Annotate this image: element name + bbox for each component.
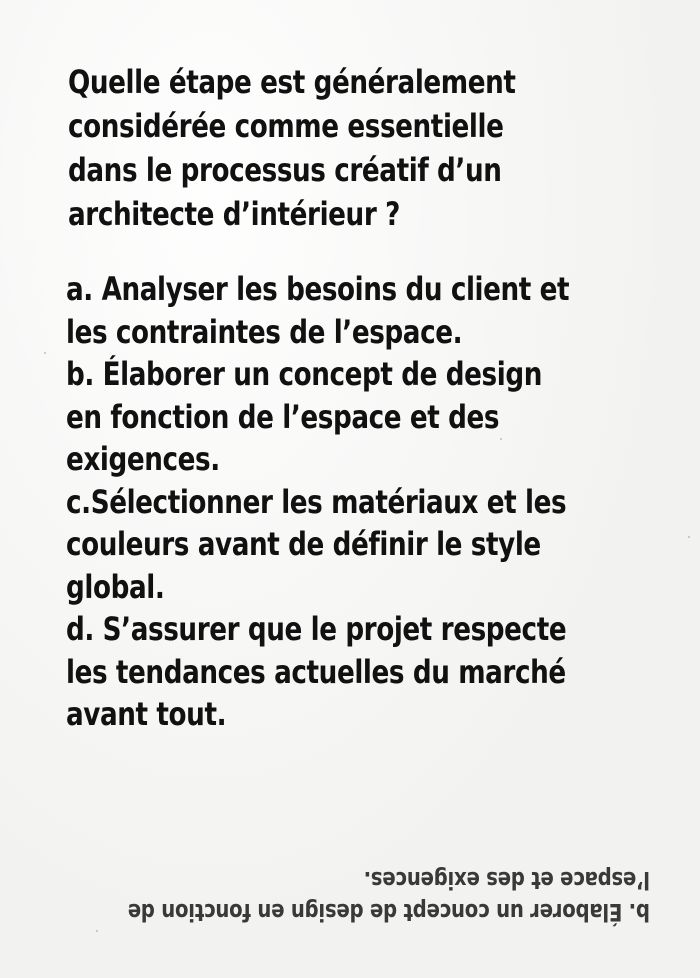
option-line: global. <box>66 567 165 606</box>
option-line: c.Sélectionner les matériaux et les <box>66 482 567 521</box>
option-line: d. S’assurer que le projet respecte <box>66 610 567 648</box>
option-a <box>66 268 640 353</box>
question-line: Quelle étape est généralement <box>68 63 516 101</box>
paper-speck <box>44 352 46 354</box>
question-line: dans le processus créatif d’un <box>68 151 502 189</box>
paper-speck <box>96 930 98 932</box>
option-line: en fonction de l’espace et des <box>66 397 500 436</box>
question-line: architecte d’intérieur ? <box>68 195 400 233</box>
answer-options <box>66 268 640 736</box>
option-line: couleurs avant de définir le style <box>66 525 541 563</box>
paper-speck <box>688 536 690 538</box>
option-d <box>66 608 640 736</box>
bleed-line: l’espace et des exigences. <box>363 866 650 894</box>
option-line: exigences. <box>66 440 220 478</box>
upside-down-bleed-through-text <box>70 848 650 928</box>
option-b <box>66 353 640 481</box>
option-line: les tendances actuelles du marché <box>66 652 566 691</box>
option-line: les contraintes de l’espace. <box>66 312 463 351</box>
question-text <box>68 60 560 236</box>
bleed-line: b. Élaborer un concept de design en fonction de <box>127 898 650 926</box>
option-line: avant tout. <box>66 695 227 733</box>
question-line: considérée comme essentielle <box>68 107 504 145</box>
paper-speck <box>500 438 502 440</box>
option-line: a. Analyser les besoins du client et <box>66 270 570 308</box>
option-line: b. Élaborer un concept de design <box>66 355 542 393</box>
option-c <box>66 481 640 609</box>
